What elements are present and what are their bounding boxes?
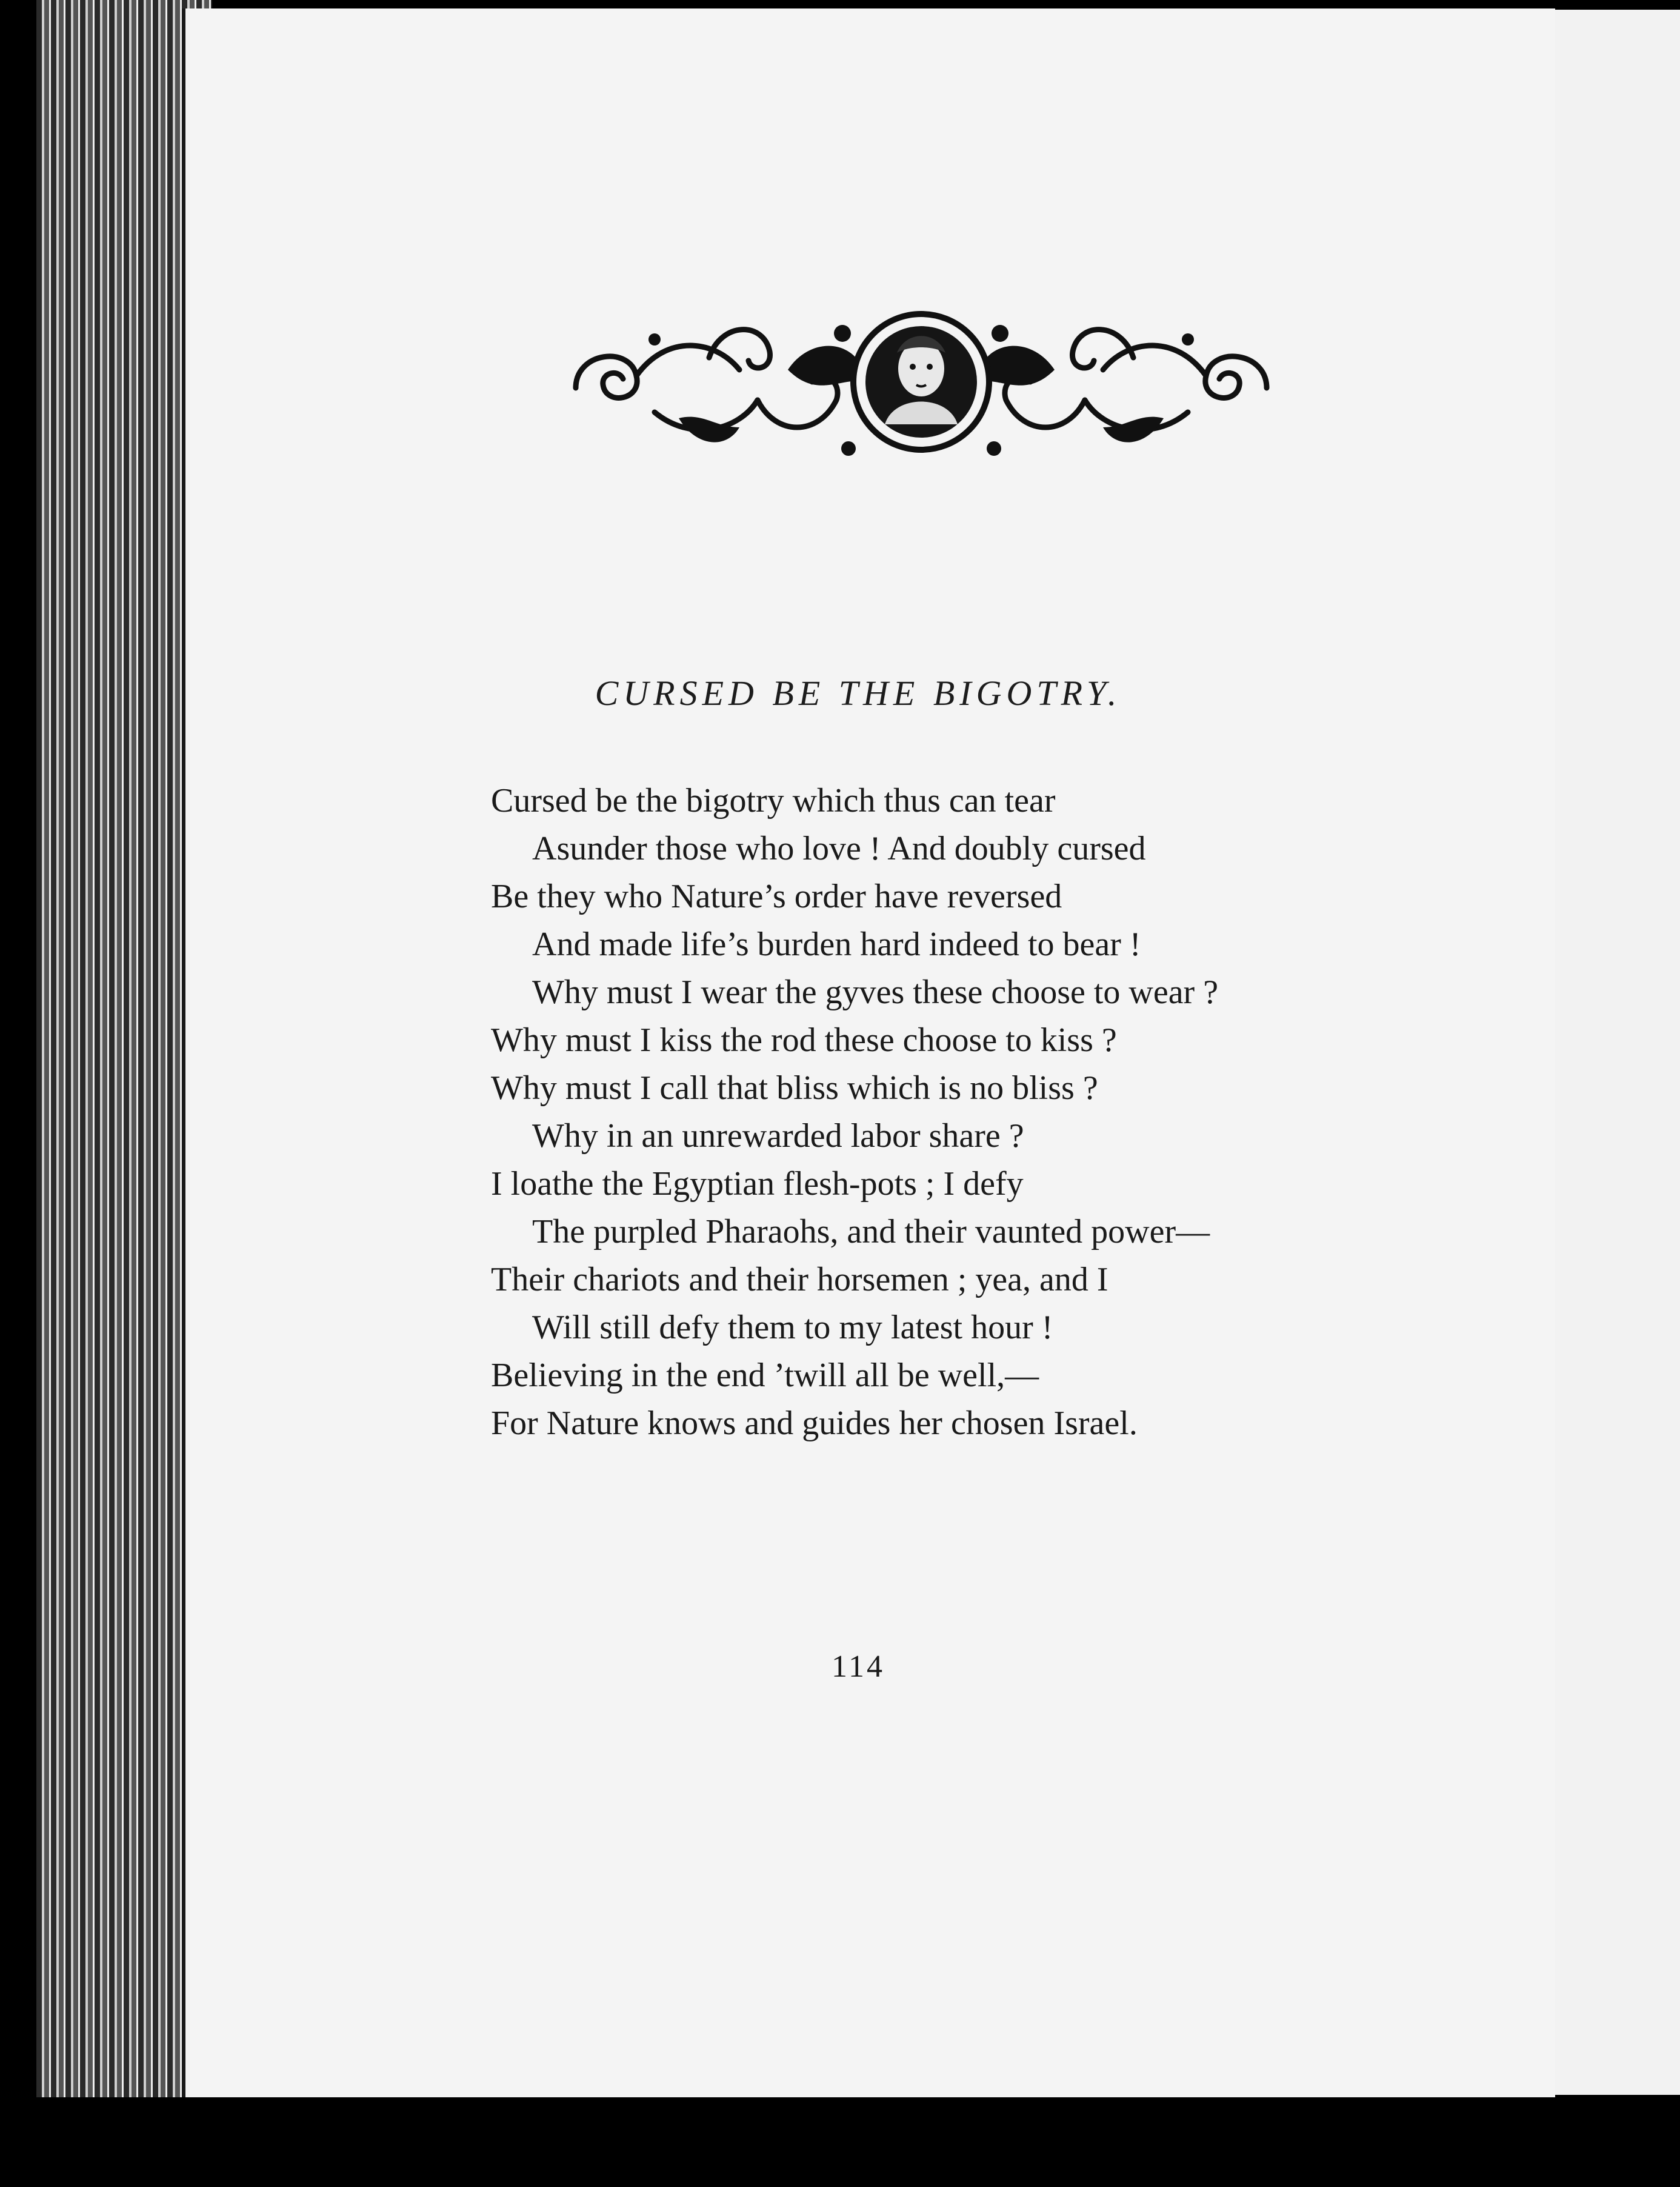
poem-line: Will still defy them to my latest hour !: [532, 1309, 1053, 1346]
scan-border: [0, 2097, 1680, 2187]
poem-line: The purpled Pharaohs, and their vaunted power—: [532, 1213, 1210, 1250]
poem-line: Be they who Nature’s order have reversed: [491, 878, 1062, 915]
poem-line: Their chariots and their horsemen ; yea, and I: [491, 1261, 1108, 1298]
page-number: 114: [831, 1649, 885, 1684]
poem-body: [491, 777, 1339, 1447]
poem-line: Why must I call that bliss which is no bliss ?: [491, 1069, 1098, 1107]
poem-line: I loathe the Egyptian flesh-pots ; I defy: [491, 1165, 1024, 1203]
poem-line: Cursed be the bigotry which thus can tear: [491, 782, 1056, 820]
poem-title: CURSED BE THE BIGOTRY.: [595, 673, 1122, 713]
poem-line: Asunder those who love ! And doubly cursed: [532, 830, 1146, 867]
poem-line: For Nature knows and guides her chosen Israel.: [491, 1404, 1138, 1442]
floral-ornament-icon: [558, 297, 1285, 467]
poem-line: Believing in the end ’twill all be well,—: [491, 1357, 1039, 1394]
poem-line: Why in an unrewarded labor share ?: [532, 1117, 1024, 1155]
poem-line: Why must I wear the gyves these choose to wear ?: [532, 973, 1219, 1011]
poem-line: And made life’s burden hard indeed to bear !: [532, 926, 1141, 963]
poem-line: Why must I kiss the rod these choose to kiss ?: [491, 1021, 1117, 1059]
